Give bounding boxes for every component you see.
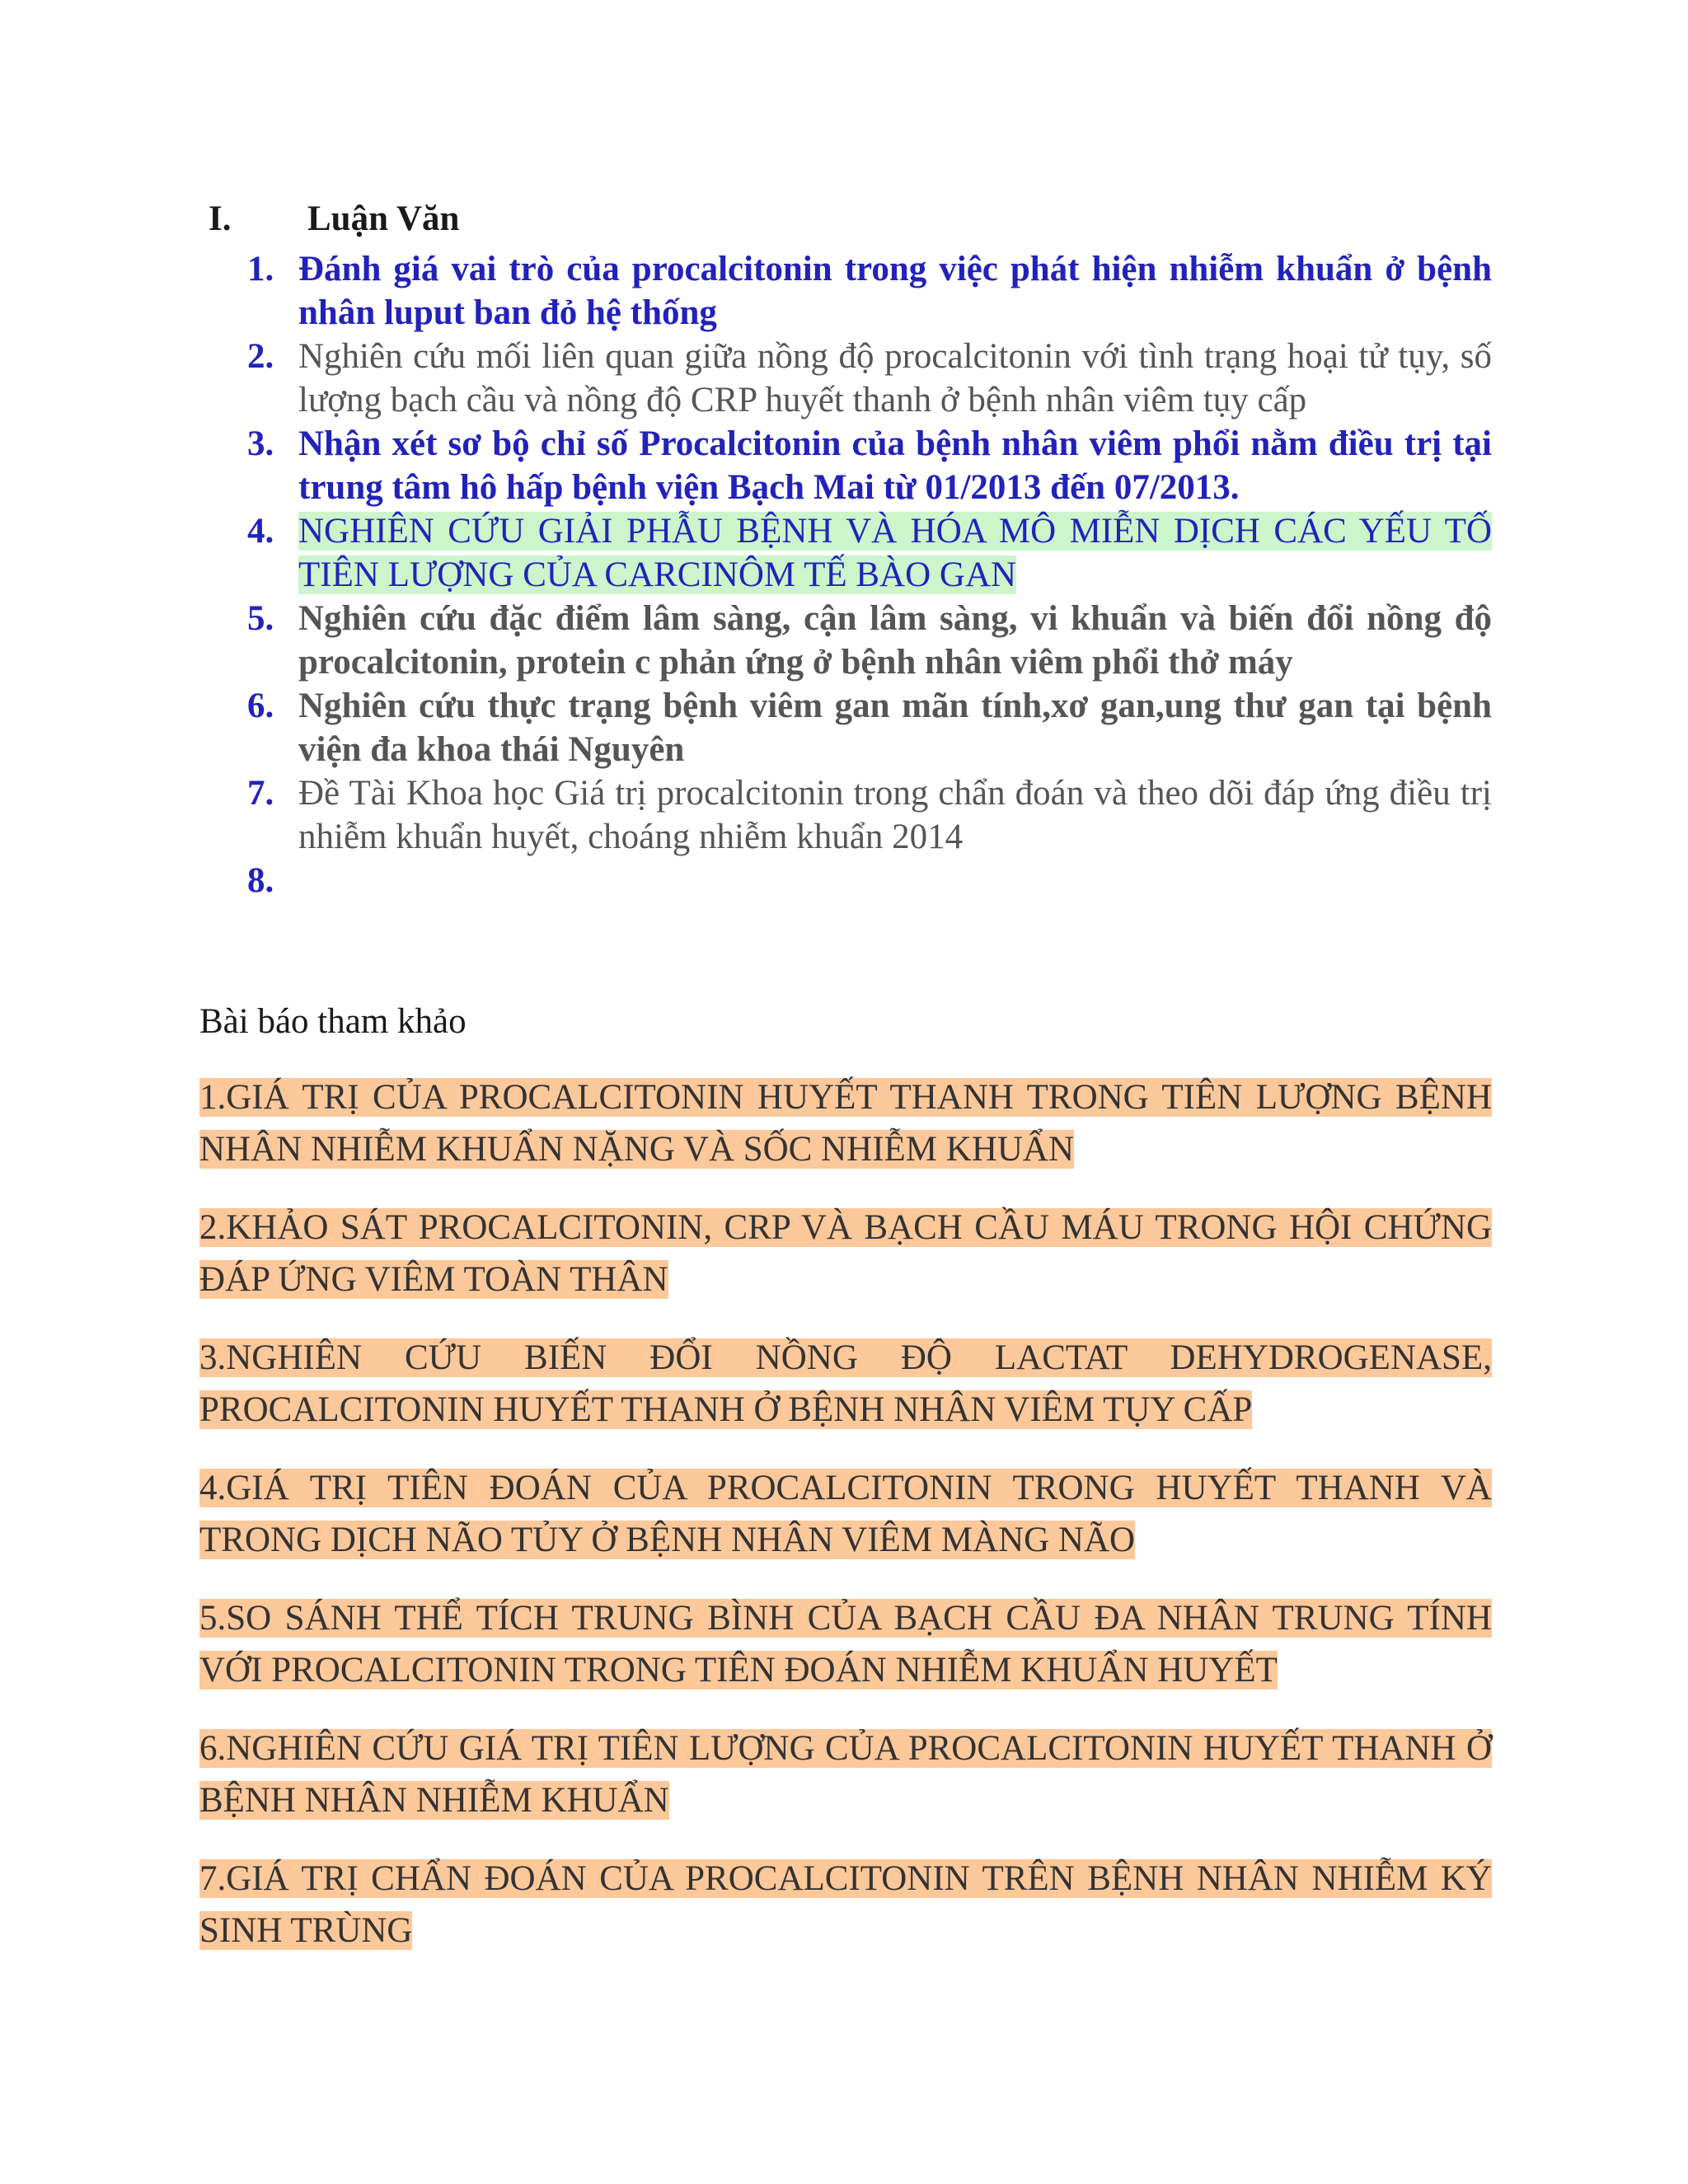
reference-item: [199, 1462, 1492, 1566]
thesis-item: [247, 859, 1492, 902]
thesis-number: 5.: [247, 599, 274, 638]
thesis-list: [247, 247, 1492, 902]
section-number: I.: [209, 199, 232, 238]
thesis-title-wrap: [298, 509, 1492, 597]
thesis-item: [247, 247, 1492, 335]
thesis-title: NGHIÊN CỨU GIẢI PHẪU BỆNH VÀ HÓA MÔ MIỄN DỊCH CÁC YẾU TỐ TIÊN LƯỢNG CỦA CARCINÔM TẾ BÀO GAN: [298, 512, 1492, 594]
references-list: [199, 1071, 1492, 1983]
thesis-item: [247, 684, 1492, 771]
thesis-title: Đề Tài Khoa học Giá trị procalcitonin trong chẩn đoán và theo dõi đáp ứng điều trị nhiễm khuẩn huyết, choáng nhiễm khuẩn 2014: [298, 774, 1492, 856]
thesis-item: [247, 597, 1492, 684]
reference-item: [199, 1332, 1492, 1436]
reference-title: 3.NGHIÊN CỨU BIẾN ĐỔI NỒNG ĐỘ LACTAT DEHYDROGENASE, PROCALCITONIN HUYẾT THANH Ở BỆNH NHÂN VIÊM TỤY CẤP: [199, 1338, 1492, 1429]
thesis-number: 2.: [247, 337, 274, 376]
reference-item: [199, 1592, 1492, 1696]
reference-item: [199, 1722, 1492, 1826]
thesis-title: Nghiên cứu thực trạng bệnh viêm gan mãn tính,xơ gan,ung thư gan tại bệnh viện đa khoa thái Nguyên: [298, 687, 1492, 769]
reference-item: [199, 1853, 1492, 1957]
references-heading: Bài báo tham khảo: [199, 1002, 467, 1041]
reference-title: 6.NGHIÊN CỨU GIÁ TRỊ TIÊN LƯỢNG CỦA PROCALCITONIN HUYẾT THANH Ở BỆNH NHÂN NHIỄM KHUẨN: [199, 1729, 1492, 1820]
reference-title: 2.KHẢO SÁT PROCALCITONIN, CRP VÀ BẠCH CẦU MÁU TRONG HỘI CHỨNG ĐÁP ỨNG VIÊM TOÀN THÂN: [199, 1208, 1492, 1299]
thesis-number: 3.: [247, 424, 274, 463]
reference-title: 7.GIÁ TRỊ CHẨN ĐOÁN CỦA PROCALCITONIN TRÊN BỆNH NHÂN NHIỄM KÝ SINH TRÙNG: [199, 1859, 1492, 1950]
reference-title: 1.GIÁ TRỊ CỦA PROCALCITONIN HUYẾT THANH TRONG TIÊN LƯỢNG BỆNH NHÂN NHIỄM KHUẨN NẶNG VÀ SỐC NHIỄM KHUẨN: [199, 1078, 1492, 1169]
reference-item: [199, 1071, 1492, 1175]
thesis-title: Nghiên cứu mối liên quan giữa nồng độ procalcitonin với tình trạng hoại tử tụy, số lượng bạch cầu và nồng độ CRP huyết thanh ở bệnh nhân viêm tụy cấp: [298, 337, 1492, 419]
thesis-number: 7.: [247, 774, 274, 813]
thesis-item: [247, 771, 1492, 859]
thesis-item: [247, 335, 1492, 422]
section-heading: [209, 196, 459, 242]
reference-title: 5.SO SÁNH THỂ TÍCH TRUNG BÌNH CỦA BẠCH CẦU ĐA NHÂN TRUNG TÍNH VỚI PROCALCITONIN TRONG TIÊN ĐOÁN NHIỄM KHUẨN HUYẾT: [199, 1599, 1492, 1690]
reference-item: [199, 1202, 1492, 1305]
thesis-item: [247, 509, 1492, 597]
thesis-number: 6.: [247, 687, 274, 725]
thesis-item: [247, 422, 1492, 509]
thesis-title: Nghiên cứu đặc điểm lâm sàng, cận lâm sàng, vi khuẩn và biến đổi nồng độ procalcitonin, protein c phản ứng ở bệnh nhân viêm phổi thở máy: [298, 599, 1492, 682]
thesis-number: 4.: [247, 512, 274, 551]
thesis-title: Nhận xét sơ bộ chỉ số Procalcitonin của bệnh nhân viêm phổi nằm điều trị tại trung tâm hô hấp bệnh viện Bạch Mai từ 01/2013 đến 07/2013.: [298, 424, 1492, 507]
thesis-title: [298, 859, 1492, 902]
reference-title: 4.GIÁ TRỊ TIÊN ĐOÁN CỦA PROCALCITONIN TRONG HUYẾT THANH VÀ TRONG DỊCH NÃO TỦY Ở BỆNH NHÂN VIÊM MÀNG NÃO: [199, 1469, 1492, 1559]
section-title: Luận Văn: [307, 199, 460, 238]
thesis-number: 8.: [247, 861, 274, 900]
thesis-title: Đánh giá vai trò của procalcitonin trong việc phát hiện nhiễm khuẩn ở bệnh nhân luput ban đỏ hệ thống: [298, 250, 1492, 332]
thesis-number: 1.: [247, 250, 274, 288]
